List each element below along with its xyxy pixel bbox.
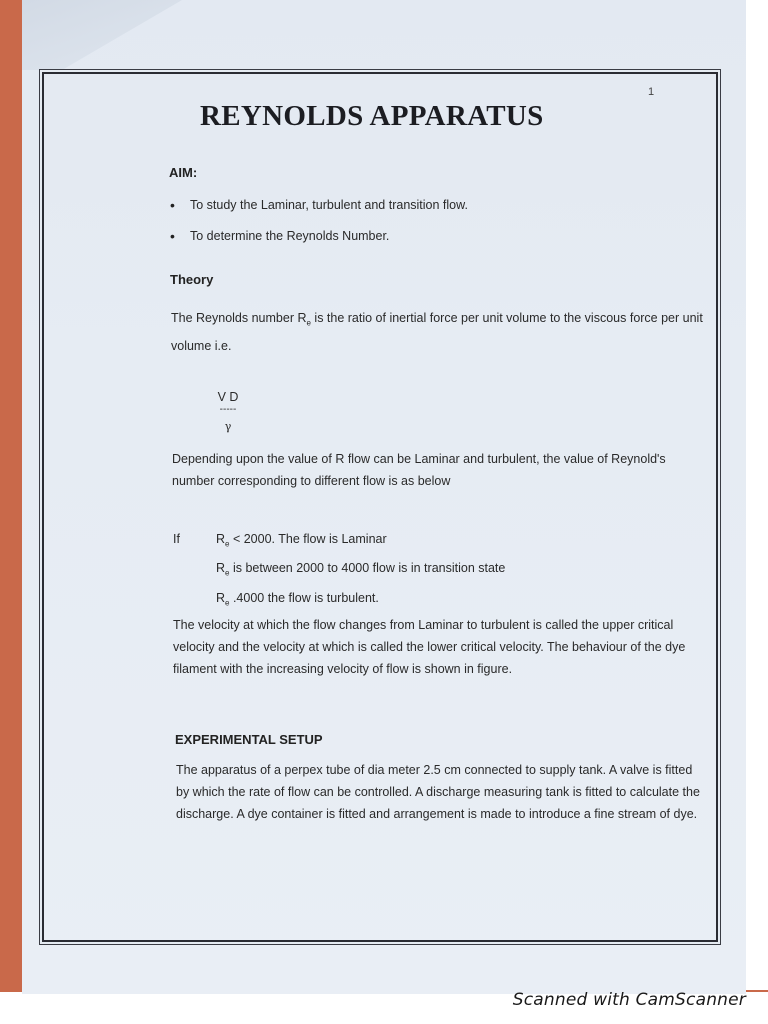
scan-margin-right xyxy=(744,0,768,990)
condition-transition xyxy=(216,561,505,578)
reynolds-symbol: R xyxy=(216,532,226,546)
aim-item: • To study the Laminar, turbulent and transition flow. xyxy=(168,196,468,227)
reynolds-subscript: e xyxy=(306,318,311,328)
page-number: 1 xyxy=(648,86,655,98)
reynolds-symbol: R xyxy=(216,561,226,575)
critical-velocity-paragraph: The velocity at which the flow changes from Laminar to turbulent is called the upper critical velocity and the velocity at which is called the lower critical velocity. The behaviour of the dye filament with the increasing velocity of flow is shown in figure. xyxy=(173,618,686,676)
theory-intro-start: The Reynolds number R xyxy=(171,311,307,325)
condition-laminar xyxy=(216,532,387,549)
condition-text: is between 2000 to 4000 flow is in transition state xyxy=(229,561,506,575)
formula-bar: ----- xyxy=(219,404,237,415)
reynolds-symbol: R xyxy=(216,591,226,605)
aim-list xyxy=(168,196,468,258)
theory-heading: Theory xyxy=(170,272,214,287)
reynolds-subscript: e xyxy=(225,539,230,549)
theory-intro xyxy=(171,307,711,357)
scanner-watermark: Scanned with CamScanner xyxy=(512,990,746,1010)
folded-page-corner xyxy=(22,0,182,70)
aim-heading: AIM: xyxy=(169,165,198,180)
condition-turbulent xyxy=(216,591,379,608)
condition-if-label: If xyxy=(173,532,180,546)
theory-intro-end: is the ratio of inertial force per unit volume to the viscous force per unit volume i.e. xyxy=(171,311,703,353)
formula-numerator: V D xyxy=(217,390,239,404)
aim-item: • To determine the Reynolds Number. xyxy=(168,227,468,258)
setup-paragraph: The apparatus of a perpex tube of dia meter 2.5 cm connected to supply tank. A valve is fitted by which the rate of flow can be controlled. A discharge measuring tank is fitted to calculate the discharge. A dye container is fitted and arrangement is made to introduce a fine stream of dye. xyxy=(176,763,700,821)
setup-heading: EXPERIMENTAL SETUP xyxy=(175,732,323,747)
reynolds-subscript: e xyxy=(225,598,230,608)
condition-text: .4000 the flow is turbulent. xyxy=(229,591,379,605)
condition-text: < 2000. The flow is Laminar xyxy=(229,532,387,546)
formula-denominator: γ xyxy=(224,420,232,433)
reynolds-subscript: e xyxy=(225,568,230,578)
document-title: REYNOLDS APPARATUS xyxy=(200,100,544,132)
reynolds-formula xyxy=(213,390,243,433)
depending-paragraph: Depending upon the value of R flow can be Laminar and turbulent, the value of Reynold's number corresponding to different flow is as below xyxy=(172,452,666,488)
